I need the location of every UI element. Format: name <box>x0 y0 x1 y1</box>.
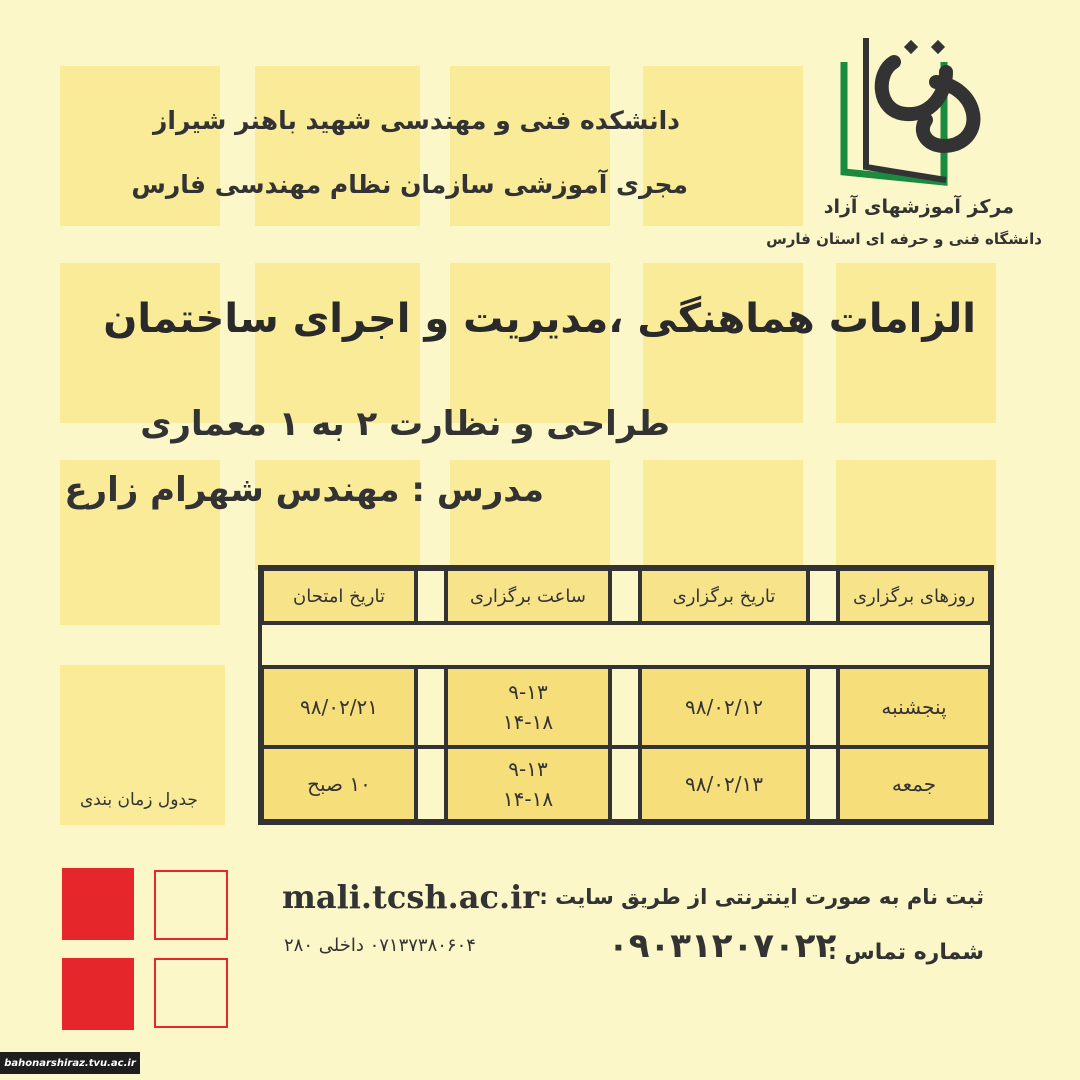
row1-date: ۹۸/۰۲/۱۲ <box>640 667 808 747</box>
bg-tile <box>450 263 610 423</box>
header-date: تاریخ برگزاری <box>640 569 808 623</box>
logo-subcaption: دانشگاه فنی و حرفه ای استان فارس <box>766 230 1042 248</box>
row2-time-afternoon: ۱۴-۱۸ <box>502 787 554 811</box>
empty-row <box>262 623 990 667</box>
spacer-cell <box>610 569 640 623</box>
bg-tile <box>836 460 996 570</box>
contact-number[interactable]: ۰۹۰۳۱۲۰۷۰۲۲ <box>608 926 837 966</box>
spacer-cell <box>416 569 446 623</box>
row1-time-afternoon: ۱۴-۱۸ <box>502 710 554 734</box>
contact-label: شماره تماس : <box>827 940 984 965</box>
bg-tile <box>836 263 996 423</box>
header-days: روزهای برگزاری <box>838 569 990 623</box>
spacer-cell <box>808 747 838 821</box>
bg-tile <box>60 263 220 423</box>
spacer-cell <box>808 569 838 623</box>
red-square <box>62 868 134 940</box>
registration-text: ثبت نام به صورت اینترنتی از طریق سایت : <box>539 885 984 909</box>
row2-time-morning: ۹-۱۳ <box>508 757 548 781</box>
row1-time <box>446 667 610 747</box>
header-time: ساعت برگزاری <box>446 569 610 623</box>
website-link[interactable]: mali.tcsh.ac.ir <box>282 878 540 916</box>
logo-caption: مرکز آموزشهای آزاد <box>823 196 1014 218</box>
spacer-cell <box>610 667 640 747</box>
outline-square <box>154 870 228 940</box>
spacer-cell <box>610 747 640 821</box>
executor-name: مجری آموزشی سازمان نظام مهندسی فارس <box>131 170 688 199</box>
bg-tile <box>255 263 420 423</box>
bg-tile <box>60 66 220 226</box>
bg-tile <box>255 66 420 226</box>
watermark: bahonarshiraz.tvu.ac.ir <box>0 1052 140 1074</box>
red-square <box>62 958 134 1030</box>
spacer-cell <box>808 667 838 747</box>
schedule-caption: جدول زمان بندی <box>80 790 198 810</box>
header-exam: تاریخ امتحان <box>262 569 416 623</box>
row1-day: پنجشنبه <box>838 667 990 747</box>
course-subtitle: طراحی و نظارت ۲ به ۱ معماری <box>140 404 670 444</box>
bg-tile <box>450 66 610 226</box>
mali-logo-icon <box>836 32 986 192</box>
row2-day: جمعه <box>838 747 990 821</box>
schedule-table <box>258 565 994 825</box>
college-name: دانشکده فنی و مهندسی شهید باهنر شیراز <box>152 106 680 135</box>
row2-exam: ۱۰ صبح <box>262 747 416 821</box>
row2-time <box>446 747 610 821</box>
row1-exam: ۹۸/۰۲/۲۱ <box>262 667 416 747</box>
bg-tile <box>643 460 803 570</box>
bg-tile <box>643 263 803 423</box>
bg-tile <box>643 66 803 226</box>
spacer-cell <box>416 747 446 821</box>
outline-square <box>154 958 228 1028</box>
row1-time-morning: ۹-۱۳ <box>508 680 548 704</box>
spacer-cell <box>416 667 446 747</box>
row2-date: ۹۸/۰۲/۱۳ <box>640 747 808 821</box>
course-title: الزامات هماهنگی ،مدیریت و اجرای ساختمان <box>103 296 976 342</box>
teacher-name: مدرس : مهندس شهرام زارع <box>64 470 544 510</box>
office-phone[interactable]: ۰۷۱۳۷۳۸۰۶۰۴ داخلی ۲۸۰ <box>284 935 476 956</box>
